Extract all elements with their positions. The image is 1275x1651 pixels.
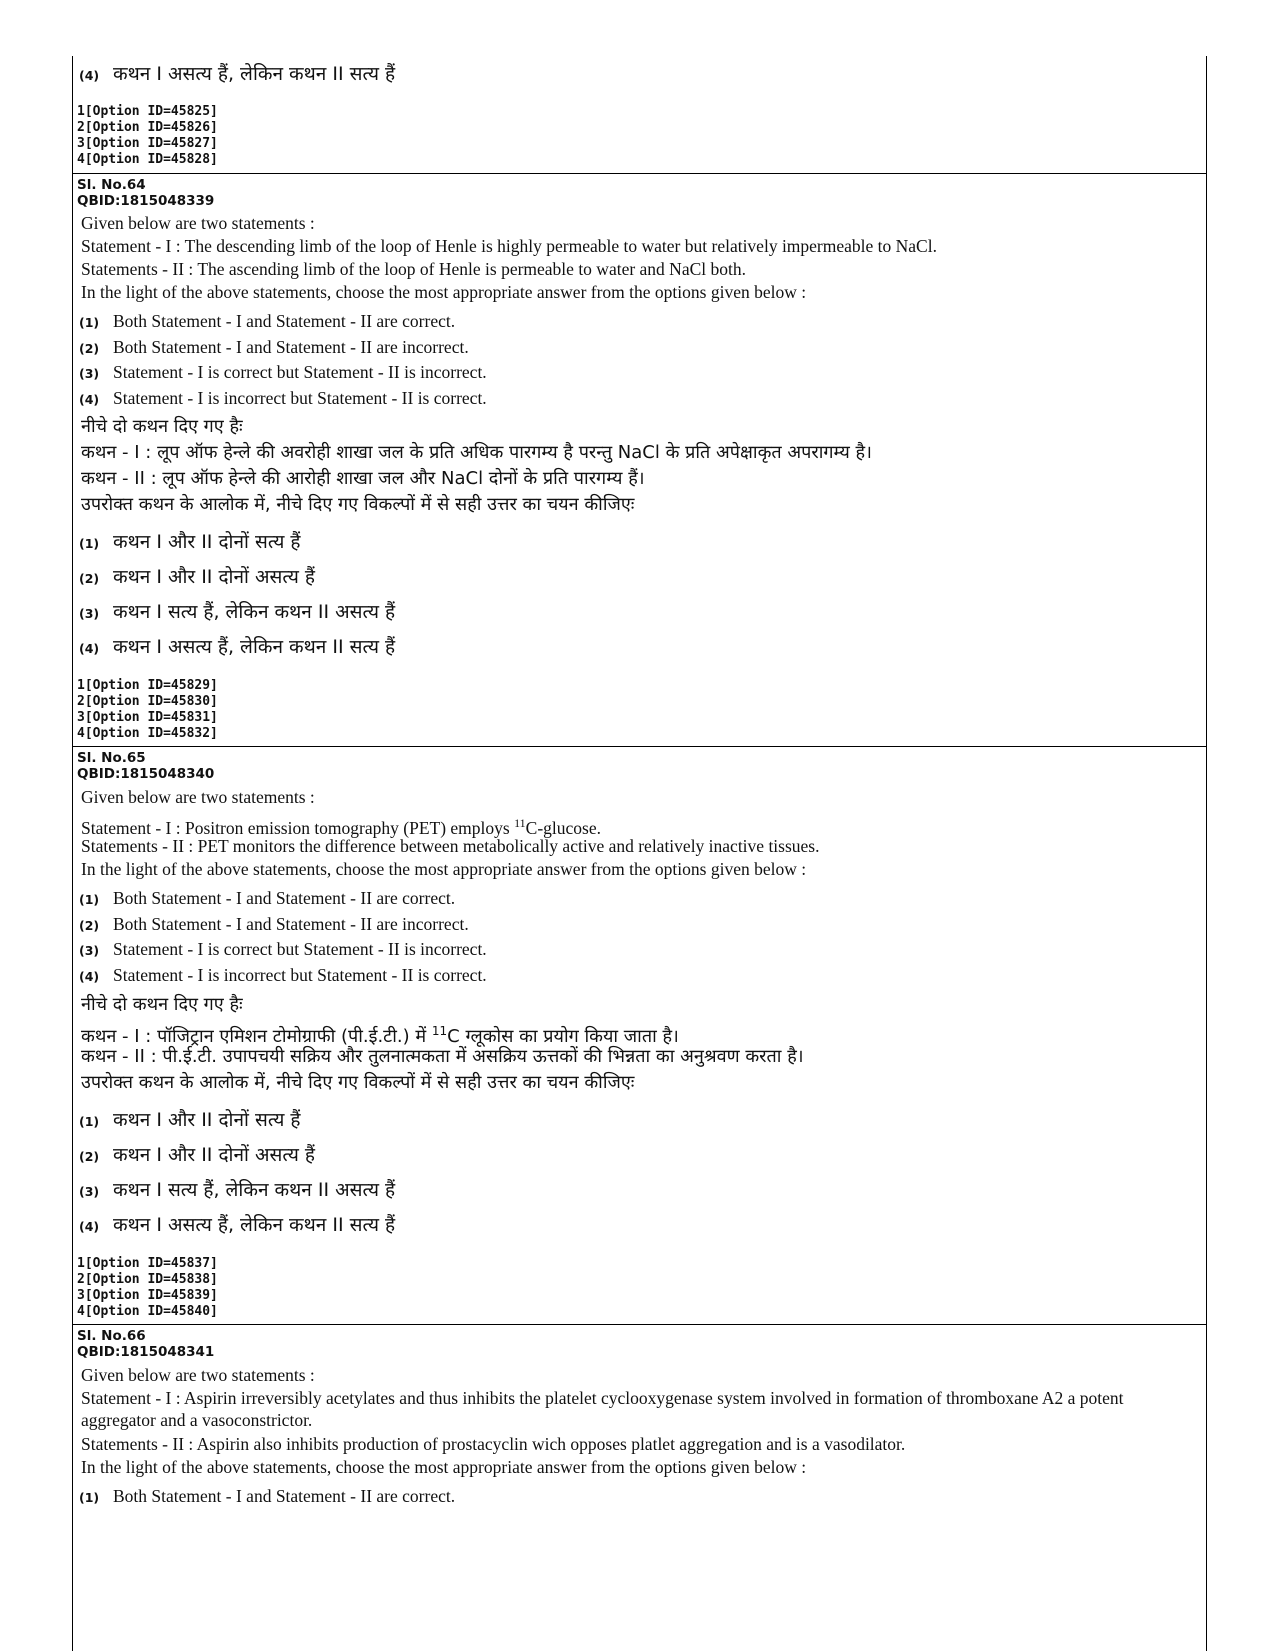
question-instruction: In the light of the above statements, choose the most appropriate answer from the options given below : bbox=[81, 1457, 807, 1477]
statement-2-hi: कथन - II : लूप ऑफ हेन्ले की आरोही शाखा जल और NaCl दोनों के प्रति पारगम्य हैं। bbox=[81, 468, 645, 489]
option-en-1: (1) Both Statement - I and Statement - II are correct. bbox=[79, 311, 456, 331]
question-qbid: QBID:1815048341 bbox=[77, 1344, 215, 1360]
option-en-1: (1) Both Statement - I and Statement - II are correct. bbox=[79, 1486, 456, 1506]
question-instruction: In the light of the above statements, choose the most appropriate answer from the options given below : bbox=[81, 282, 807, 302]
question-qbid: QBID:1815048340 bbox=[77, 766, 215, 782]
option-en-4: (4) Statement - I is incorrect but Statement - II is correct. bbox=[79, 388, 487, 408]
option-id-list: 1[Option ID=45829] 2[Option ID=45830] 3[Option ID=45831] 4[Option ID=45832] bbox=[77, 678, 218, 741]
question-intro-hi: नीचे दो कथन दिए गए हैः bbox=[81, 416, 243, 437]
statement-1-hi: कथन - I : लूप ऑफ हेन्ले की अवरोही शाखा जल के प्रति अधिक पारगम्य है परन्तु NaCl के प्रति अपेक्षाकृत अपरागम्य है। bbox=[81, 442, 872, 463]
statement-1: Statement - I : The descending limb of the loop of Henle is highly permeable to water but relatively impermeable to NaCl. bbox=[81, 236, 937, 256]
option-hi-4: (4) कथन I असत्य हैं, लेकिन कथन II सत्य हैं bbox=[79, 636, 396, 658]
option-hi-4: (4) कथन I असत्य हैं, लेकिन कथन II सत्य हैं bbox=[79, 1214, 396, 1236]
question-intro-hi: नीचे दो कथन दिए गए हैः bbox=[81, 994, 243, 1015]
question-sheet bbox=[72, 56, 1207, 1651]
statement-1-hi: कथन - I : पॉजिट्रान एमिशन टोमोग्राफी (पी.ई.टी.) में $^{11}$C ग्लूकोस का प्रयोग किया जाता है। bbox=[81, 1024, 679, 1047]
divider bbox=[73, 1324, 1206, 1325]
statement-1: Statement - I : Aspirin irreversibly acetylates and thus inhibits the platelet cyclooxygenase system involved in formation of thromboxane A2 a potent aggregator and a vasoconstrictor. bbox=[81, 1388, 1124, 1430]
option-id-list: 1[Option ID=45837] 2[Option ID=45838] 3[Option ID=45839] 4[Option ID=45840] bbox=[77, 1256, 218, 1319]
question-intro: Given below are two statements : bbox=[81, 787, 315, 807]
option-hi-1: (1) कथन I और II दोनों सत्य हैं bbox=[79, 1109, 301, 1131]
statement-2: Statements - II : Aspirin also inhibits production of prostacyclin wich opposes platlet aggregation and is a vasodilator. bbox=[81, 1434, 906, 1454]
statement-1: Statement - I : Positron emission tomography (PET) employs $^{11}$C-glucose. bbox=[81, 816, 601, 838]
question-intro: Given below are two statements : bbox=[81, 213, 315, 233]
question-instruction-hi: उपरोक्त कथन के आलोक में, नीचे दिए गए विकल्पों में से सही उत्तर का चयन कीजिएः bbox=[81, 1072, 635, 1093]
question-qbid: QBID:1815048339 bbox=[77, 193, 215, 209]
option-en-2: (2) Both Statement - I and Statement - II are incorrect. bbox=[79, 914, 469, 934]
option-en-1: (1) Both Statement - I and Statement - II are correct. bbox=[79, 888, 456, 908]
option-en-2: (2) Both Statement - I and Statement - II are incorrect. bbox=[79, 337, 469, 357]
question-serial: Sl. No.66 bbox=[77, 1328, 146, 1344]
question-serial: Sl. No.64 bbox=[77, 177, 146, 193]
option-hi-1: (1) कथन I और II दोनों सत्य हैं bbox=[79, 531, 301, 553]
option-en-3: (3) Statement - I is correct but Statement - II is incorrect. bbox=[79, 362, 487, 382]
option-hi-2: (2) कथन I और II दोनों असत्य हैं bbox=[79, 1144, 315, 1166]
option-hi-2: (2) कथन I और II दोनों असत्य हैं bbox=[79, 566, 315, 588]
divider bbox=[73, 173, 1206, 174]
question-intro: Given below are two statements : bbox=[81, 1365, 315, 1385]
option-en-3: (3) Statement - I is correct but Statement - II is incorrect. bbox=[79, 939, 487, 959]
option-id-list: 1[Option ID=45825] 2[Option ID=45826] 3[Option ID=45827] 4[Option ID=45828] bbox=[77, 104, 218, 167]
question-instruction-hi: उपरोक्त कथन के आलोक में, नीचे दिए गए विकल्पों में से सही उत्तर का चयन कीजिएः bbox=[81, 494, 635, 515]
option-hi-4: (4) कथन I असत्य हैं, लेकिन कथन II सत्य हैं bbox=[79, 63, 396, 85]
question-instruction: In the light of the above statements, choose the most appropriate answer from the options given below : bbox=[81, 859, 807, 879]
divider bbox=[73, 746, 1206, 747]
statement-2: Statements - II : The ascending limb of the loop of Henle is permeable to water and NaCl both. bbox=[81, 259, 746, 279]
option-hi-3: (3) कथन I सत्य हैं, लेकिन कथन II असत्य हैं bbox=[79, 601, 396, 623]
option-en-4: (4) Statement - I is incorrect but Statement - II is correct. bbox=[79, 965, 487, 985]
statement-2-hi: कथन - II : पी.ई.टी. उपापचयी सक्रिय और तुलनात्मकता में असक्रिय ऊत्तकों की भिन्नता का अनुश्रवण करता है। bbox=[81, 1046, 804, 1067]
question-serial: Sl. No.65 bbox=[77, 750, 146, 766]
statement-2: Statements - II : PET monitors the difference between metabolically active and relatively inactive tissues. bbox=[81, 836, 820, 856]
option-hi-3: (3) कथन I सत्य हैं, लेकिन कथन II असत्य हैं bbox=[79, 1179, 396, 1201]
